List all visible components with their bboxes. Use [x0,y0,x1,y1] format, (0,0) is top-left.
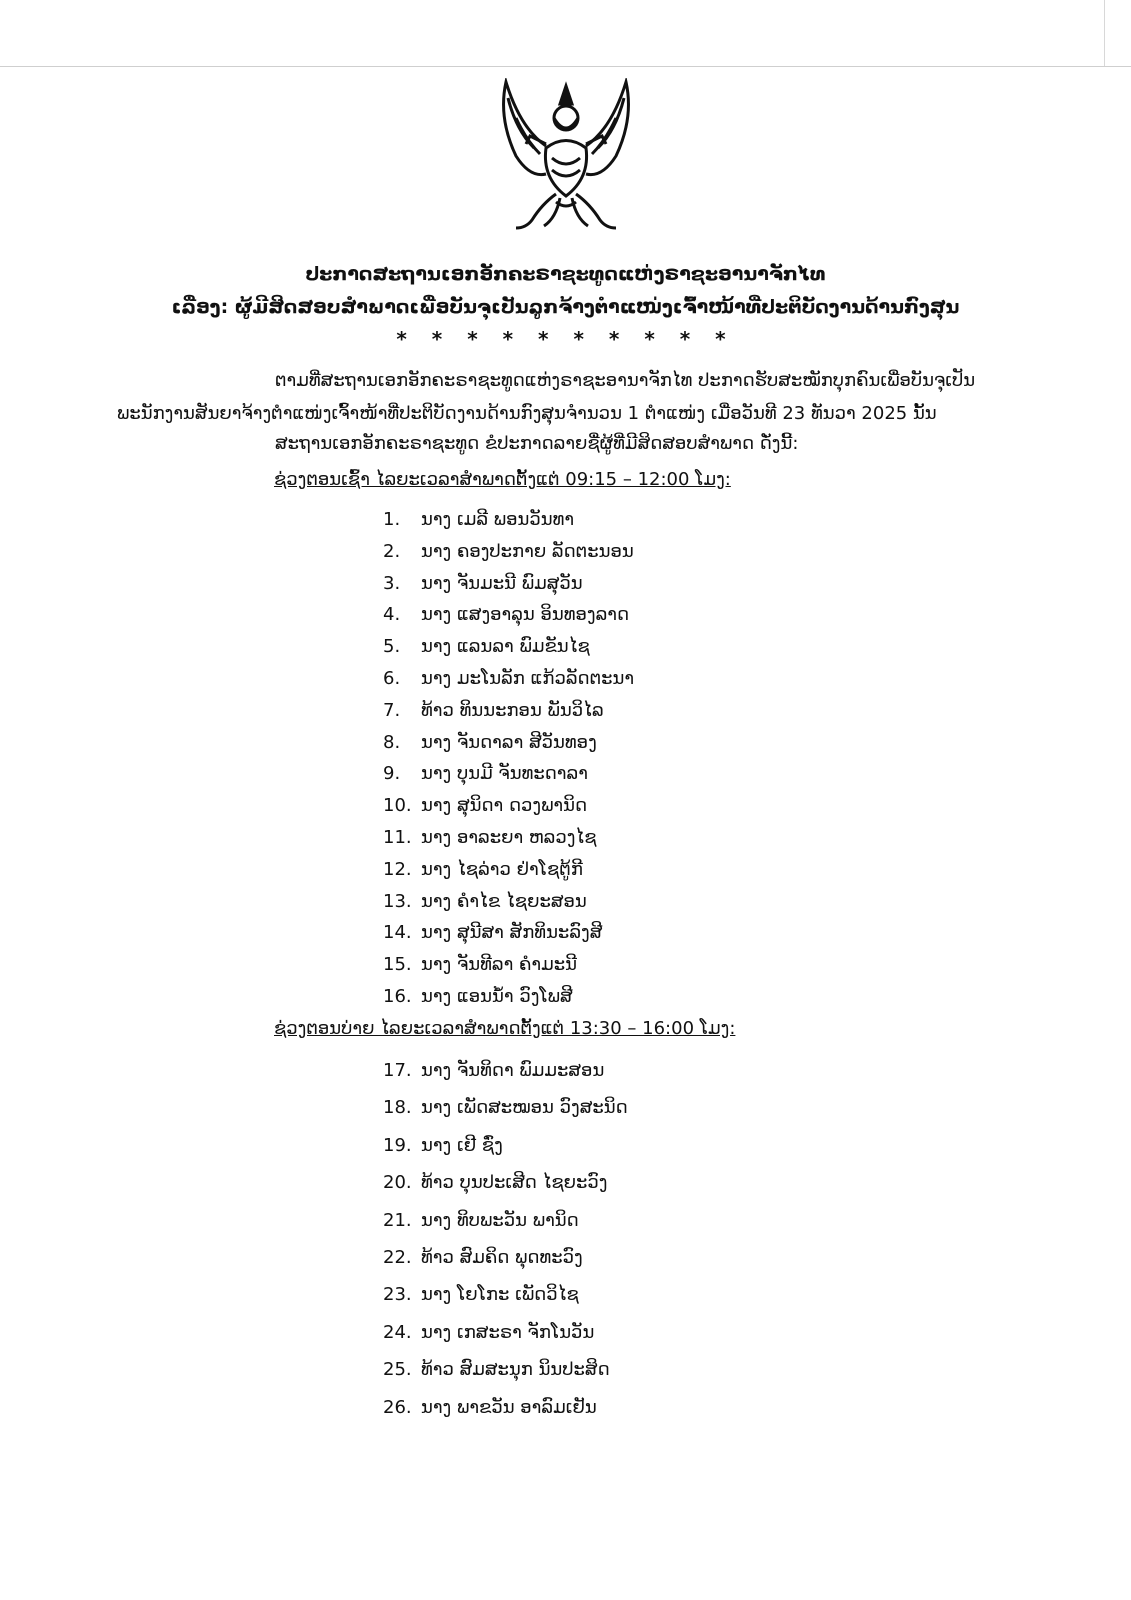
candidate-name: ນາງ ແລນລາ ພົມຂັນໄຊ [421,636,590,658]
candidate-name: ນາງ ສຸນິດາ ດວງພານິດ [421,795,588,817]
candidate-list-item [383,859,583,880]
candidate-name: ນາງ ຈັນທີລາ ຄຳມະນີ [421,954,577,976]
candidate-name: ນາງ ອາລະຍາ ຫລວງໄຊ [421,827,597,848]
intro-line-2: ພະນັກງານສັນຍາຈ້າງຕຳແໜ່ງເຈົ້າໜ້າທີ່ປະຕິບັດງານດ້ານກົງສຸນຈຳນວນ 1 ຕຳແໜ່ງ ເມື່ອວັນທີ 23 ທັນວາ 2025 ນັ້ນ [117,403,937,424]
candidate-list-item [383,668,634,689]
announcement-subject: ເລື່ອງ: ຜູ້ມີສິດສອບສຳພາດເພື່ອບັນຈຸເປັນລູກຈ້າງຕຳແໜ່ງເຈົ້າໜ້າທີ່ປະຕິບັດງານດ້ານກົງສຸນ [171,296,960,318]
candidate-name: ນາງ ສຸນີສາ ສັກທິນະລົງສີ [421,922,603,944]
candidate-list-item [383,700,604,721]
candidate-name: ທ້າວ ທິນນະກອນ ພັນວິໄລ [421,699,604,721]
afternoon-session-heading: ຊ່ວງຕອນບ່າຍ ໄລຍະເວລາສຳພາດຕັ້ງແຕ່ 13:30 – 16:00 ໂມງ: [274,1018,736,1039]
candidate-number: 10. [383,795,412,817]
candidate-name: ນາງ ພາຂວັນ ອາລົມເຢັນ [421,1396,597,1418]
candidate-number: 21. [383,1209,412,1231]
candidate-name: ນາງ ໂຍໂກະ ເພັດວິໄຊ [421,1284,579,1306]
intro-line-3: ສະຖານເອກອັກຄະຣາຊະທູດ ຂໍປະກາດລາຍຊື່ຜູ້ທີ່ມີສິດສອບສຳພາດ ດັ່ງນີ້: [275,433,799,454]
intro-line-1: ຕາມທີ່ສະຖານເອກອັກຄະຣາຊະທູດແຫ່ງຣາຊະອານາຈັກໄທ ປະກາດຮັບສະໝັກບຸກຄົນເພື່ອບັນຈຸເປັນ [275,370,976,391]
page-top-rule [0,66,1131,67]
candidate-list-item [383,922,602,943]
candidate-name: ນາງ ໄຊລ່າວ ຢ່າໂຊຕູ້ກີ [421,858,583,880]
morning-session-heading: ຊ່ວງຕອນເຊົ້າ ໄລຍະເວລາສຳພາດຕັ້ງແຕ່ 09:15 – 12:00 ໂມງ: [274,469,731,490]
garuda-emblem-icon [486,78,646,238]
candidate-name: ນາງ ເກສະຣາ ຈັກໂນວັນ [421,1321,595,1343]
candidate-list-item [383,1097,628,1118]
candidate-number: 25. [383,1359,412,1381]
candidate-name: ນາງ ທິບພະວັນ ພານິດ [421,1209,579,1231]
candidate-list-item [383,541,634,562]
candidate-number: 5. [383,636,401,658]
candidate-name: ນາງ ແສງອາລຸນ ອິນທອງລາດ [421,604,630,626]
candidate-number: 3. [383,572,401,594]
candidate-list-item [383,986,573,1007]
candidate-number: 4. [383,604,401,626]
candidate-number: 17. [383,1060,412,1081]
candidate-number: 9. [383,763,401,785]
candidate-list-item [383,509,574,530]
candidate-name: ນາງ ຈັນມະນີ ພົມສຸວັນ [421,572,583,594]
candidate-name: ທ້າວ ສົມຄິດ ພຸດທະວົງ [421,1247,583,1268]
announcement-title: ປະກາດສະຖານເອກອັກຄະຣາຊະທູດແຫ່ງຣາຊະອານາຈັກໄທ [305,263,826,285]
candidate-number: 26. [383,1396,412,1418]
candidate-list-item [383,763,588,784]
candidate-list-item [383,1284,579,1305]
candidate-name: ນາງ ຈັນດາລາ ສີວັນທອງ [421,731,597,753]
candidate-name: ນາງ ເພັດສະໝອນ ວົງສະນິດ [421,1097,628,1119]
candidate-number: 16. [383,986,412,1007]
candidate-number: 1. [383,509,401,530]
candidate-number: 18. [383,1097,412,1119]
candidate-number: 13. [383,890,412,912]
candidate-list-item [383,1397,597,1418]
candidate-list-item [383,1172,608,1193]
candidate-number: 6. [383,668,401,689]
candidate-name: ນາງ ຄຳໄຂ ໄຊຍະສອນ [421,890,587,912]
candidate-list-item [383,604,629,625]
candidate-name: ນາງ ເຢີ ຊົ່ງ [421,1134,503,1156]
candidate-list-item [383,795,587,816]
candidate-number: 2. [383,540,401,562]
candidate-number: 12. [383,858,412,880]
candidate-number: 24. [383,1321,412,1343]
candidate-name: ນາງ ແອນນ້ຳ ວົງໂພສີ [421,986,573,1007]
candidate-name: ນາງ ຈັນທິດາ ພົມມະສອນ [421,1060,605,1081]
candidate-name: ນາງ ມະໂນລັກ ແກ້ວລັດຕະນາ [421,668,635,689]
candidate-name: ທ້າວ ສົມສະນຸກ ນິນປະສິດ [421,1359,610,1381]
candidate-number: 8. [383,731,401,753]
candidate-number: 11. [383,827,412,848]
candidate-name: ນາງ ບຸນມີ ຈັນທະດາລາ [421,763,588,785]
candidate-list-item [383,636,590,657]
candidate-list-item [383,827,597,848]
candidate-list-item [383,1210,579,1231]
star-divider: * * * * * * * * * * [396,327,735,351]
page-edge-rule [1104,0,1105,66]
candidate-number: 14. [383,922,412,944]
candidate-name: ນາງ ເມລີ ພອນວັນທາ [421,509,575,530]
candidate-name: ນາງ ຄອງປະກາຍ ລັດຕະນອນ [421,540,634,562]
candidate-number: 19. [383,1134,412,1156]
candidate-name: ທ້າວ ບຸນປະເສີດ ໄຊຍະວົງ [421,1172,608,1194]
candidate-number: 20. [383,1172,412,1194]
candidate-list-item [383,1060,604,1081]
candidate-list-item [383,1247,583,1268]
candidate-number: 7. [383,699,401,721]
candidate-list-item [383,732,597,753]
candidate-number: 15. [383,954,412,976]
candidate-list-item [383,1359,610,1380]
candidate-list-item [383,891,587,912]
candidate-number: 23. [383,1284,412,1306]
candidate-list-item [383,573,583,594]
candidate-list-item [383,954,577,975]
candidate-list-item [383,1135,503,1156]
candidate-number: 22. [383,1247,412,1268]
candidate-list-item [383,1322,594,1343]
